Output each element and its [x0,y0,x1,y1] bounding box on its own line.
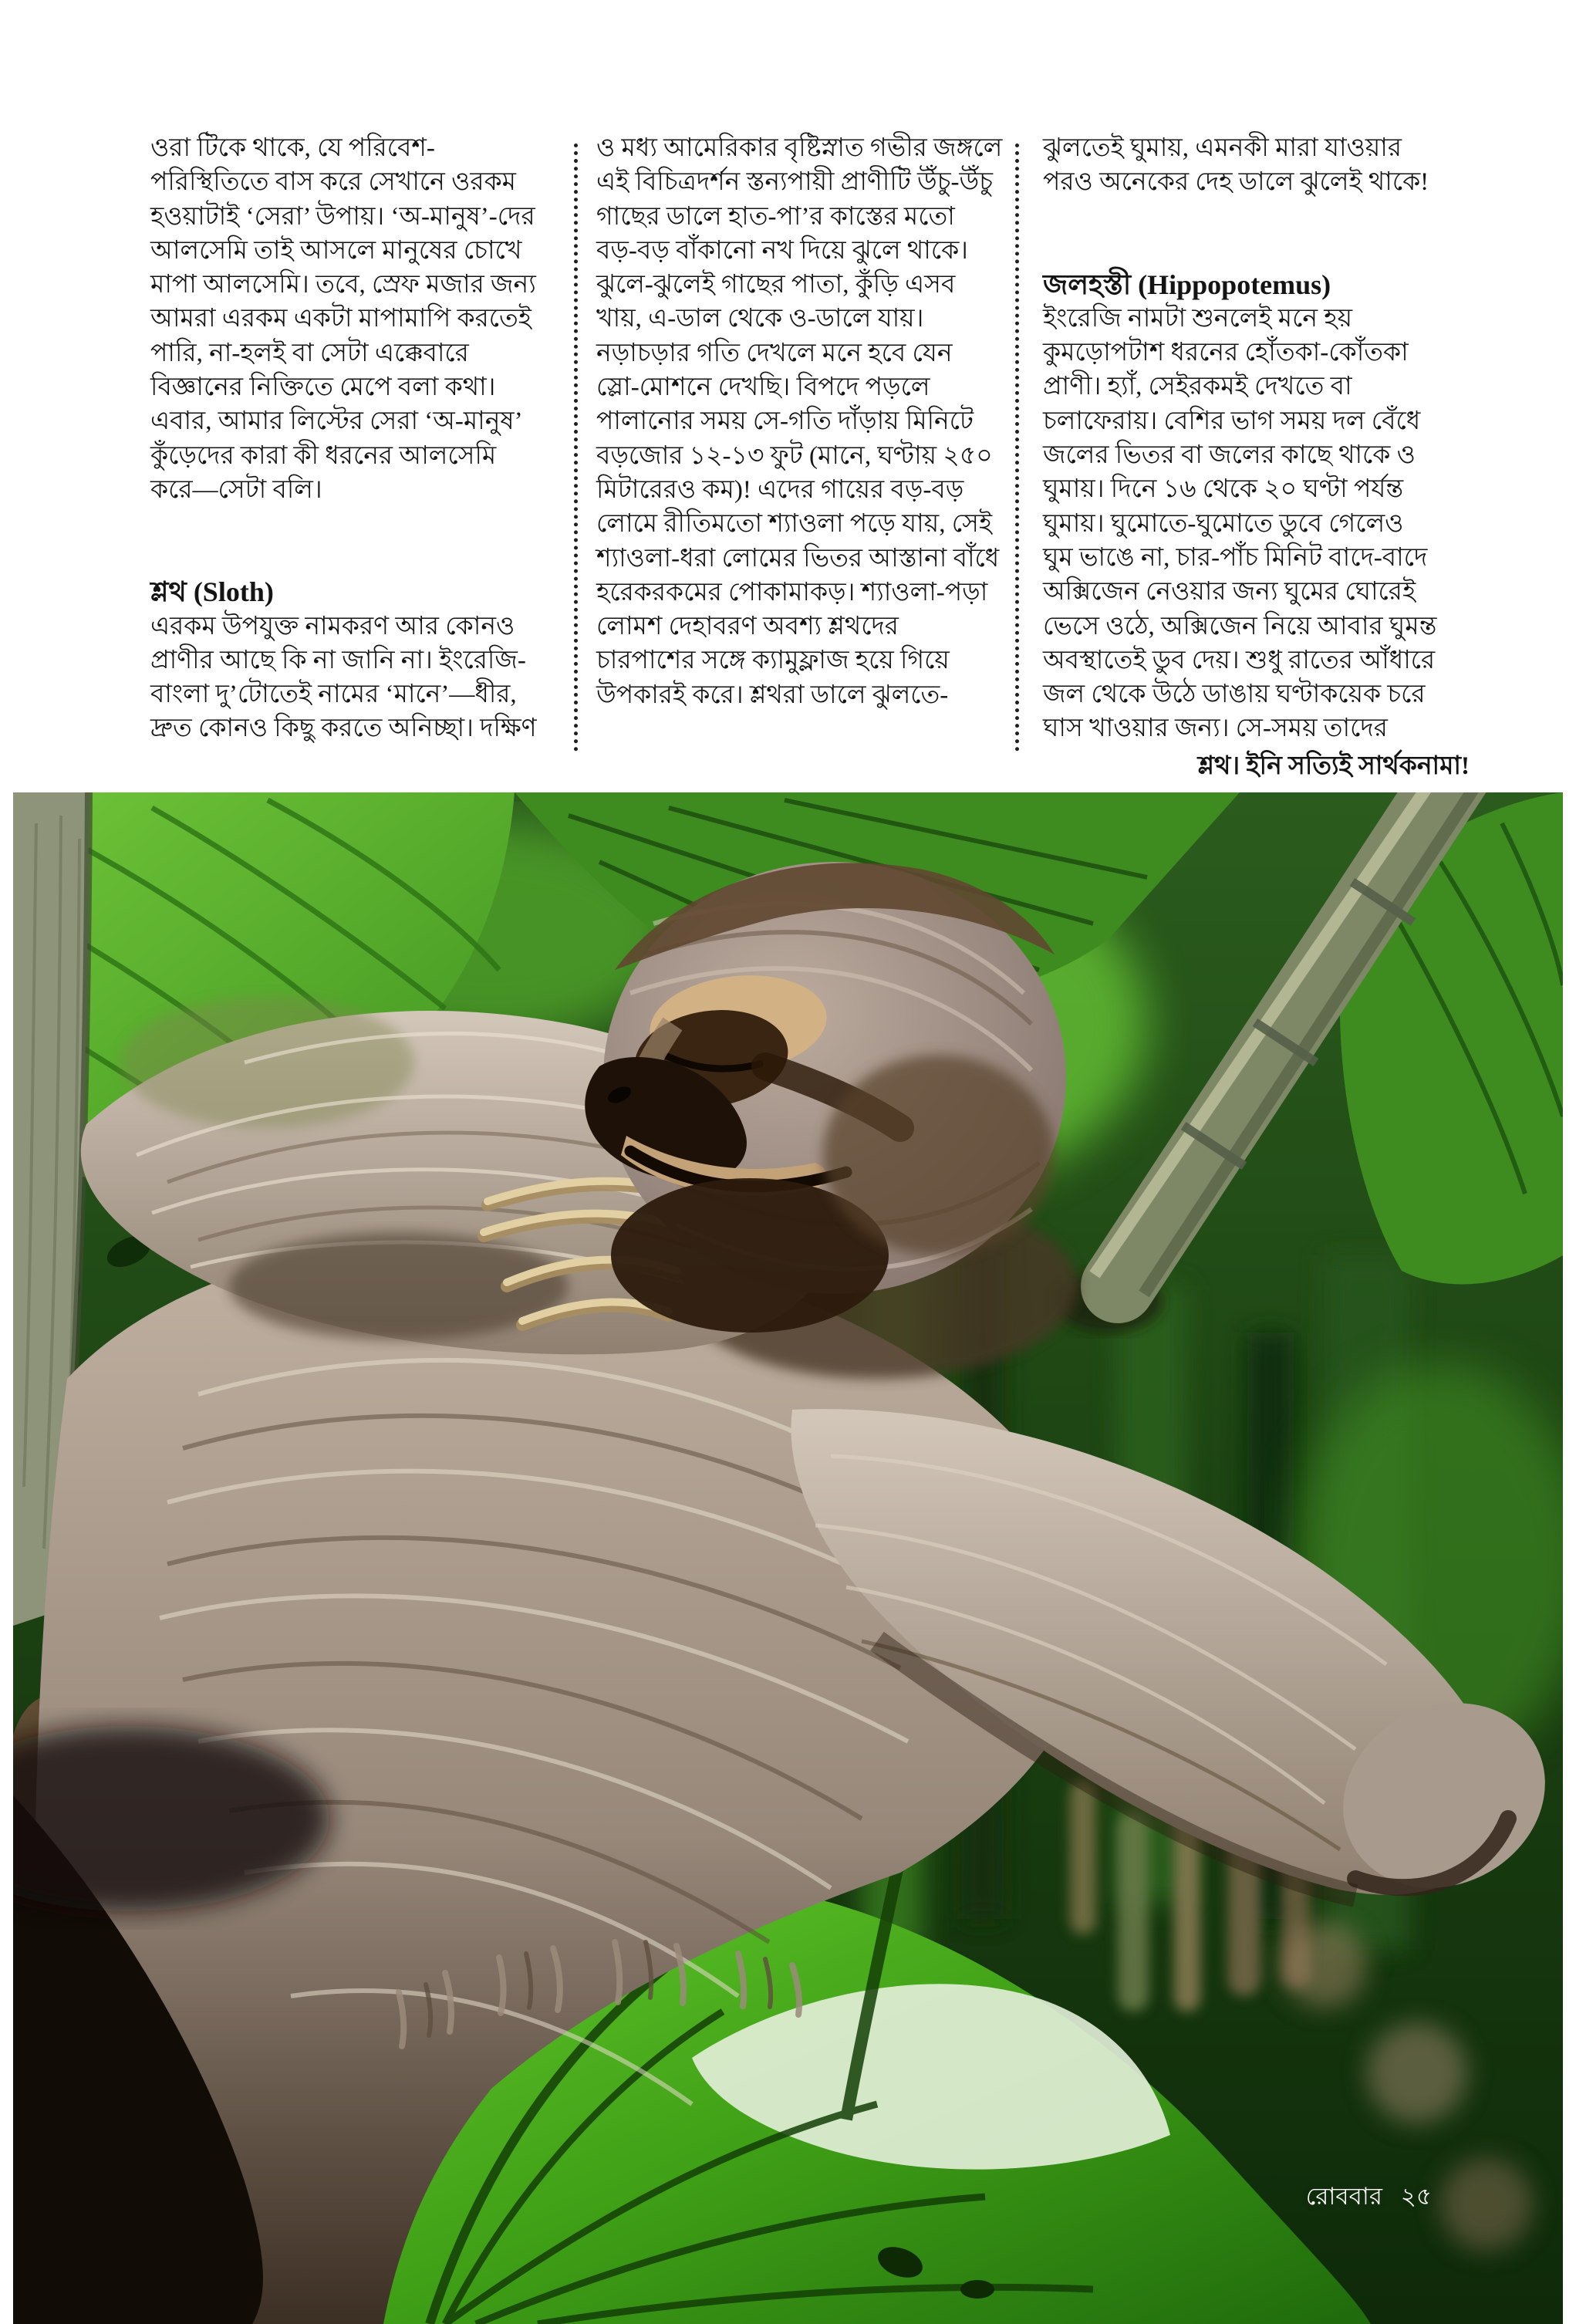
text-line: বিজ্ঞানের নিক্তিতে মেপে বলা কথা। [150,373,496,402]
text-line: লোমে রীতিমতো শ্যাওলা পড়ে যায়, সেই [596,510,993,539]
text-line: কুমড়োপটাশ ধরনের হোঁতকা-কোঁতকা [1043,339,1409,367]
text-line: পরও অনেকের দেহ ডালে ঝুলেই থাকে! [1043,168,1429,197]
sloth-photo [13,792,1563,2324]
photo-caption: শ্লথ। ইনি সত্যিই সার্থকনামা! [1197,752,1470,780]
text-line: বাংলা দু’টোতেই নামের ‘মানে’—ধীর, [150,681,517,709]
text-line: এবার, আমার লিস্টের সেরা ‘অ-মানুষ’ [150,407,523,436]
text-line: কুঁড়েদের কারা কী ধরনের আলসেমি [150,441,497,470]
column-divider-2 [1015,144,1019,752]
text-line: মিটারেরও কম)! এদের গায়ের বড়-বড় [596,475,964,504]
column-1 [150,131,540,746]
paragraph-lines [1043,302,1472,746]
text-line: ঘুমায়। দিনে ১৬ থেকে ২০ ঘণ্টা পর্যন্ত [1043,475,1404,504]
text-line: ওরা টিকে থাকে, যে পরিবেশ- [150,134,435,162]
text-line: হরেকরকমের পোকামাকড়। শ্যাওলা-পড়া [596,578,988,606]
text-line: চলাফেরায়। বেশির ভাগ সময় দল বেঁধে [1043,407,1421,435]
text-line: ঝুলতেই ঘুমায়, এমনকী মারা যাওয়ার [1043,134,1402,162]
text-line: অক্সিজেন নেওয়ার জন্য ঘুমের ঘোরেই [1043,578,1416,606]
text-line: ঘুম ভাঙে না, চার-পাঁচ মিনিট বাদে-বাদে [1043,543,1428,572]
text-line: আলসেমি তাই আসলে মানুষের চোখে [150,236,522,265]
heading-hippopotamus: জলহস্তী (Hippopotemus) [1043,269,1331,300]
text-line: ঝুলে-ঝুলেই গাছের পাতা, কুঁড়ি এসব [596,271,956,299]
column-3 [1043,131,1472,746]
text-line: করে—সেটা বলি। [150,475,322,504]
text-line: নড়াচড়ার গতি দেখলে মনে হবে যেন [596,339,953,367]
page-footer: রোববার ২৫ [1305,2183,1432,2210]
text-line: এই বিচিত্রদর্শন স্তন্যপায়ী প্রাণীটি উঁচু-উঁচু [596,168,994,197]
text-line: ও মধ্য আমেরিকার বৃষ্টিস্নাত গভীর জঙ্গলে [596,134,1003,162]
text-line: উপকারই করে। শ্লথরা ডালে ঝুলতে- [596,681,949,709]
text-line: অবস্থাতেই ডুব দেয়। শুধু রাতের আঁধারে [1043,646,1436,674]
column-divider-1 [574,144,578,752]
text-line: হওয়াটাই ‘সেরা’ উপায়। ‘অ-মানুষ’-দের [150,202,535,231]
paragraph-lines [596,131,1003,712]
text-line: খায়, এ-ডাল থেকে ও-ডালে যায়। [596,305,924,333]
text-line: লোমশ দেহাবরণ অবশ্য শ্লথদের [596,613,899,641]
text-line: গাছের ডালে হাত-পা’র কাস্তের মতো [596,202,955,231]
text-line: পারি, না-হলই বা সেটা এক্কেবারে [150,339,469,367]
paragraph-lines [150,131,540,507]
text-line: চারপাশের সঙ্গে ক্যামুফ্লাজ হয়ে গিয়ে [596,647,950,675]
text-line: ভেসে ওঠে, অক্সিজেন নিয়ে আবার ঘুমন্ত [1043,612,1437,640]
paragraph-lines [150,610,540,746]
text-line: আমরা এরকম একটা মাপামাপি করতেই [150,305,532,333]
text-line: এরকম উপযুক্ত নামকরণ আর কোনও [150,612,515,640]
column-2 [596,131,1003,712]
paragraph-gap [150,507,540,575]
text-line: শ্যাওলা-ধরা লোমের ভিতর আস্তানা বাঁধে [596,544,1000,573]
text-line: স্লো-মোশনে দেখছি। বিপদে পড়লে [596,373,930,402]
text-line: জল থেকে উঠে ডাঙায় ঘণ্টাকয়েক চরে [1043,681,1426,709]
text-line: প্রাণীর আছে কি না জানি না। ইংরেজি- [150,646,526,674]
text-line: জলের ভিতর বা জলের কাছে থাকে ও [1043,441,1416,470]
text-line: মাপা আলসেমি। তবে, স্রেফ মজার জন্য [150,271,536,299]
text-line: বড়জোর ১২-১৩ ফুট (মানে, ঘণ্টায় ২৫০ [596,441,993,470]
text-line: ঘুমায়। ঘুমোতে-ঘুমোতে ডুবে গেলেও [1043,509,1404,538]
paragraph-lines [1043,131,1472,200]
text-line: পালানোর সময় সে-গতি দাঁড়ায় মিনিটে [596,407,974,436]
heading-sloth: শ্লথ (Sloth) [150,576,274,608]
text-line: বড়-বড় বাঁকানো নখ দিয়ে ঝুলে থাকে। [596,236,968,265]
text-line: পরিস্থিতিতে বাস করে সেখানে ওরকম [150,168,516,197]
text-line: ইংরেজি নামটা শুনলেই মনে হয় [1043,304,1353,333]
paragraph-gap [1043,200,1472,268]
text-line: প্রাণী। হ্যাঁ, সেইরকমই দেখতে বা [1043,373,1352,401]
text-line: দ্রুত কোনও কিছু করতে অনিচ্ছা। দক্ষিণ [150,714,537,743]
sloth-illustration [13,792,1563,2324]
text-line: ঘাস খাওয়ার জন্য। সে-সময় তাদের [1043,714,1388,743]
